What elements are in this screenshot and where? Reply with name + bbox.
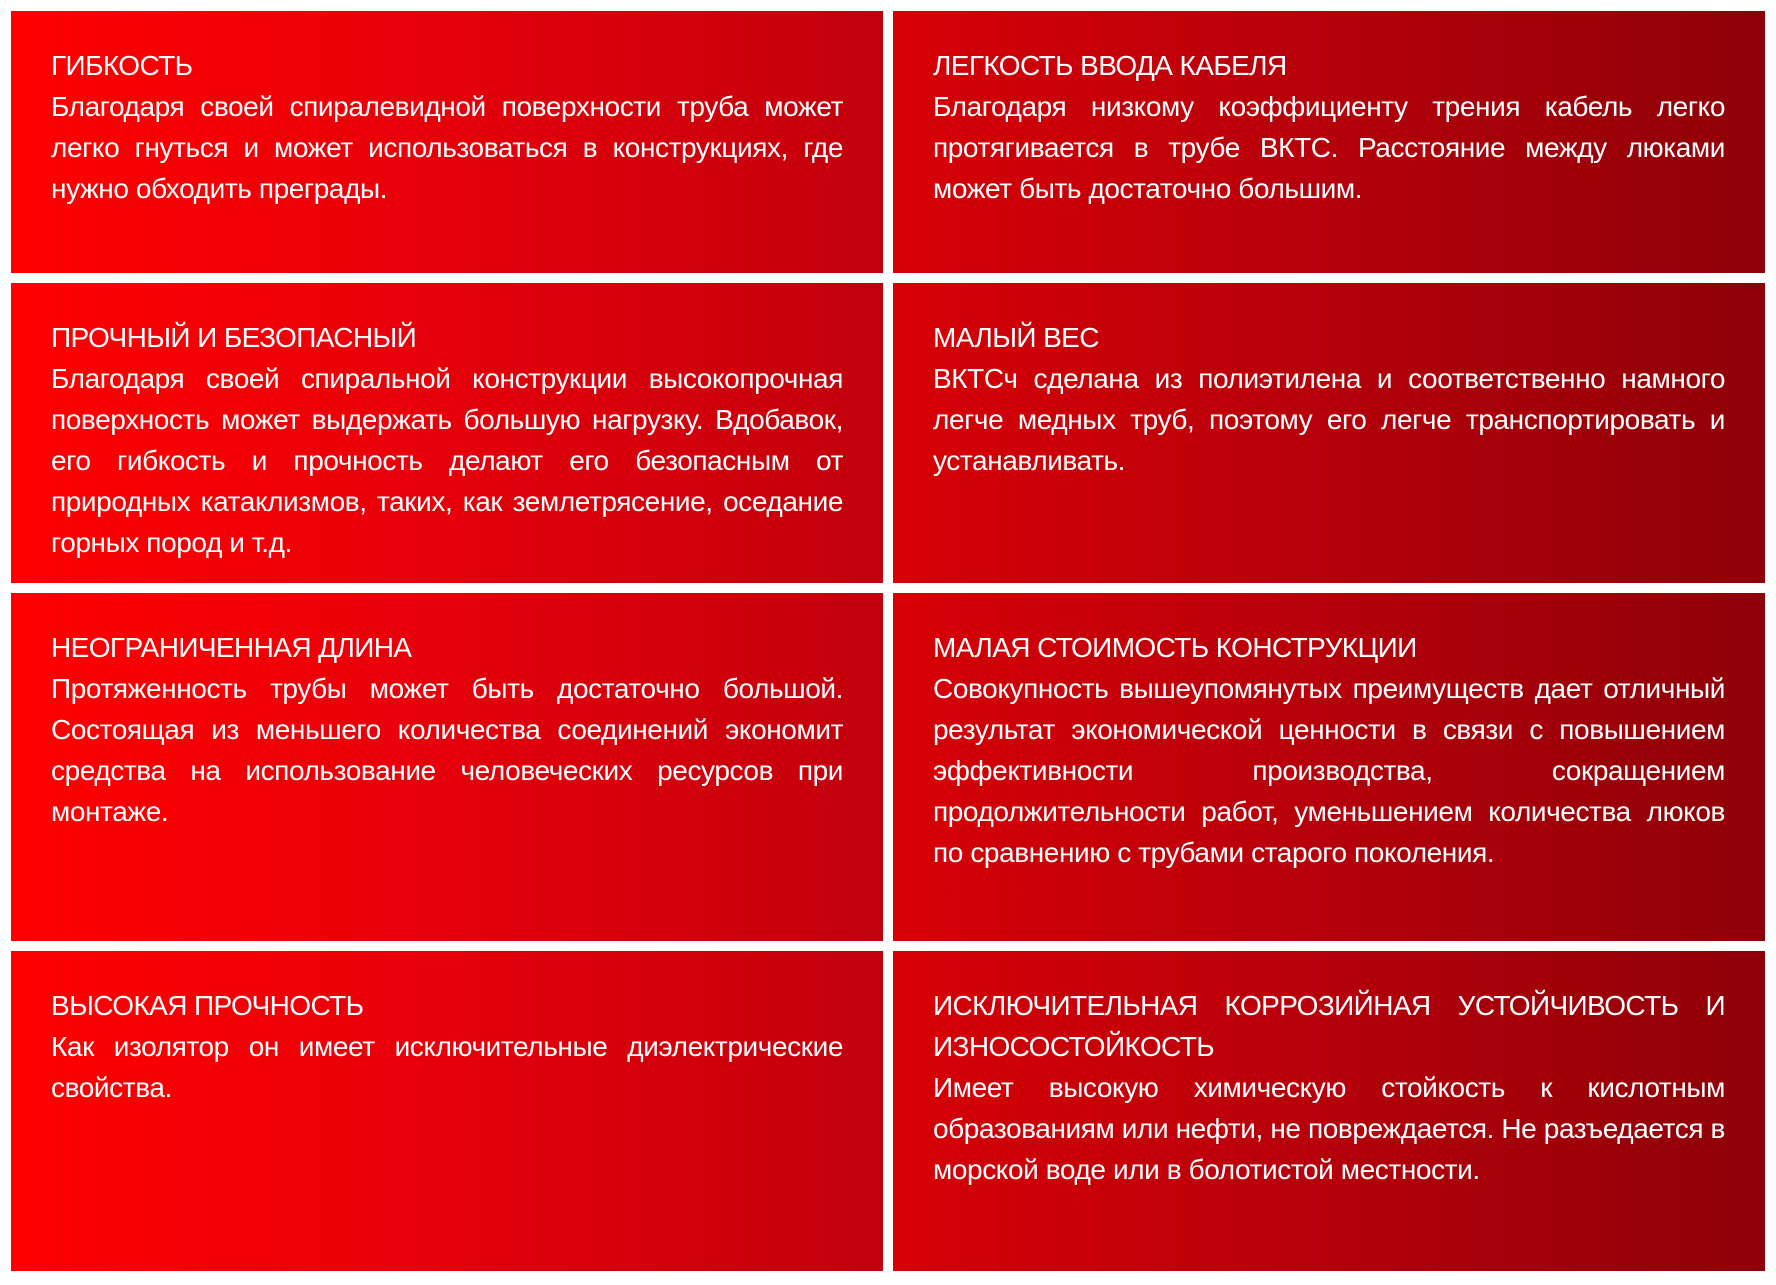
- feature-card-strong-safe: [11, 283, 883, 583]
- feature-description: Совокупность вышеупомянутых преимуществ дает отличный результат экономической ценности в связи с повышением эффективности производства, сокращением продолжительности работ, уменьшением количества люков по сравнению с трубами старого поколения.: [933, 673, 1725, 868]
- feature-title: НЕОГРАНИЧЕННАЯ ДЛИНА: [51, 632, 412, 663]
- feature-title: ВЫСОКАЯ ПРОЧНОСТЬ: [51, 990, 364, 1021]
- feature-card-flexibility: [11, 11, 883, 273]
- feature-description: Благодаря низкому коэффициенту трения кабель легко протягивается в трубе ВКТС. Расстояние между люками может быть достаточно большим.: [933, 91, 1725, 204]
- features-grid: [11, 11, 1765, 1271]
- feature-description: Как изолятор он имеет исключительные диэлектрические свойства.: [51, 1031, 843, 1103]
- feature-title: ГИБКОСТЬ: [51, 50, 193, 81]
- feature-card-light-weight: [893, 283, 1765, 583]
- feature-description: Протяженность трубы может быть достаточно большой. Состоящая из меньшего количества соединений экономит средства на использование человеческих ресурсов при монтаже.: [51, 673, 843, 827]
- feature-description: Благодаря своей спиралевидной поверхности труба может легко гнуться и может использоваться в конструкциях, где нужно обходить преграды.: [51, 91, 843, 204]
- feature-card-cable-insertion: [893, 11, 1765, 273]
- feature-title: МАЛАЯ СТОИМОСТЬ КОНСТРУКЦИИ: [933, 632, 1417, 663]
- feature-title: ЛЕГКОСТЬ ВВОДА КАБЕЛЯ: [933, 50, 1287, 81]
- feature-card-unlimited-length: [11, 593, 883, 941]
- feature-card-corrosion-resistance: [893, 951, 1765, 1271]
- feature-card-low-cost: [893, 593, 1765, 941]
- feature-title: МАЛЫЙ ВЕС: [933, 322, 1099, 353]
- feature-description: ВКТСч сделана из полиэтилена и соответственно намного легче медных труб, поэтому его легче транспортировать и устанавливать.: [933, 363, 1725, 476]
- feature-description: Имеет высокую химическую стойкость к кислотным образованиям или нефти, не повреждается. Не разъедается в морской воде или в болотистой местности.: [933, 1072, 1725, 1185]
- feature-description: Благодаря своей спиральной конструкции высокопрочная поверхность может выдержать большую нагрузку. Вдобавок, его гибкость и прочность делают его безопасным от природных катаклизмов, таких, как землетрясение, оседание горных пород и т.д.: [51, 363, 843, 558]
- feature-title: ПРОЧНЫЙ И БЕЗОПАСНЫЙ: [51, 322, 417, 353]
- feature-card-high-strength: [11, 951, 883, 1271]
- feature-title: ИСКЛЮЧИТЕЛЬНАЯ КОРРОЗИЙНАЯ УСТОЙЧИВОСТЬ И ИЗНОСОСТОЙКОСТЬ: [933, 990, 1725, 1062]
